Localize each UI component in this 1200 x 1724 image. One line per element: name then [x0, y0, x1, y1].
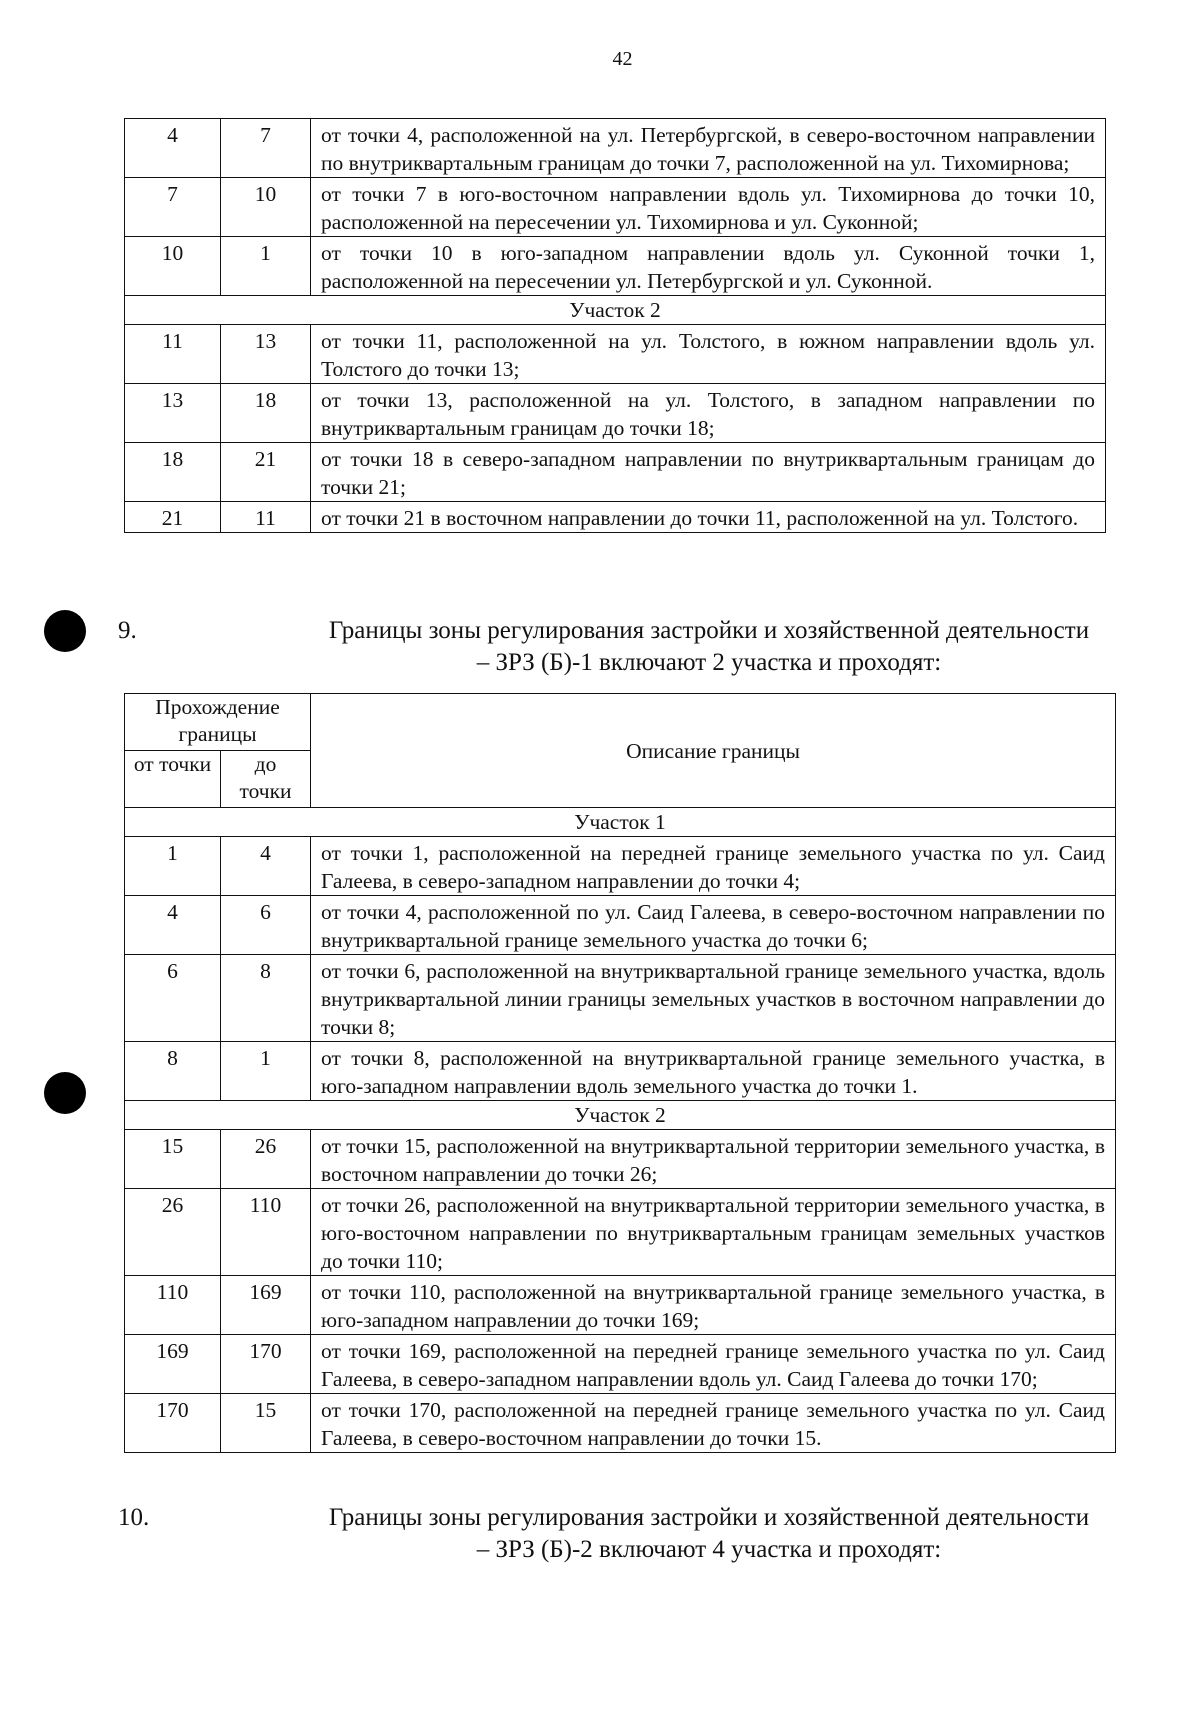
from-point-cell: 10 [125, 237, 221, 296]
table-row [125, 1130, 1116, 1189]
from-point-cell: 4 [125, 119, 221, 178]
table-row [125, 1042, 1116, 1101]
from-point-cell: 169 [125, 1335, 221, 1394]
section-label: Участок 2 [125, 296, 1106, 325]
boundary-table-1 [124, 118, 1106, 533]
table-row [125, 325, 1106, 384]
from-point-cell: 15 [125, 1130, 221, 1189]
to-point-cell: 18 [221, 384, 311, 443]
item-title-line: – ЗРЗ (Б)-2 включают 4 участка и проходят: [476, 1536, 942, 1563]
table-row [125, 1394, 1116, 1453]
to-point-cell: 1 [221, 1042, 311, 1101]
from-point-cell: 170 [125, 1394, 221, 1453]
description-cell: от точки 4, расположенной на ул. Петербургской, в северо-восточном направлении по внутриквартальным границам до точки 7, расположенной на ул. Тихомирнова; [311, 119, 1106, 178]
item-title [268, 1502, 1150, 1566]
from-point-cell: 8 [125, 1042, 221, 1101]
to-point-cell: 15 [221, 1394, 311, 1453]
description-cell: от точки 10 в юго-западном направлении вдоль ул. Суконной точки 1, расположенной на пересечении ул. Петербургской и ул. Суконной. [311, 237, 1106, 296]
item-number: 9. [118, 617, 137, 644]
item-9-heading [118, 615, 1128, 685]
table-row [125, 502, 1106, 533]
section-row [125, 1101, 1116, 1130]
punch-hole-mark [44, 1072, 86, 1114]
table-row [125, 178, 1106, 237]
to-point-cell: 26 [221, 1130, 311, 1189]
item-title [268, 615, 1150, 679]
to-point-cell: 7 [221, 119, 311, 178]
boundary-table-2 [124, 693, 1116, 1453]
description-cell: от точки 8, расположенной на внутриквартальной границе земельного участка, в юго-западном направлении вдоль земельного участка до точки 1. [311, 1042, 1116, 1101]
from-point-cell: 18 [125, 443, 221, 502]
description-cell: от точки 169, расположенной на передней границе земельного участка по ул. Саид Галеева, в северо-западном направлении вдоль ул. Саид Галеева до точки 170; [311, 1335, 1116, 1394]
from-point-cell: 1 [125, 837, 221, 896]
section-label: Участок 2 [125, 1101, 1116, 1130]
from-point-cell: 13 [125, 384, 221, 443]
description-cell: от точки 7 в юго-восточном направлении вдоль ул. Тихомирнова до точки 10, расположенной на пересечении ул. Тихомирнова и ул. Суконной; [311, 178, 1106, 237]
header-description: Описание границы [311, 694, 1116, 808]
from-point-cell: 7 [125, 178, 221, 237]
item-title-line: Границы зоны регулирования застройки и хозяйственной деятельности [328, 1504, 1090, 1531]
section-row [125, 808, 1116, 837]
description-cell: от точки 18 в северо-западном направлении по внутриквартальным границам до точки 21; [311, 443, 1106, 502]
table-row [125, 443, 1106, 502]
to-point-cell: 170 [221, 1335, 311, 1394]
table-row [125, 1335, 1116, 1394]
table-row [125, 1189, 1116, 1276]
to-point-cell: 13 [221, 325, 311, 384]
description-cell: от точки 4, расположенной по ул. Саид Галеева, в северо-восточном направлении по внутриквартальной границе земельного участка до точки 6; [311, 896, 1116, 955]
table-row [125, 837, 1116, 896]
to-point-cell: 8 [221, 955, 311, 1042]
from-point-cell: 4 [125, 896, 221, 955]
item-title-line: Границы зоны регулирования застройки и хозяйственной деятельности [328, 617, 1090, 644]
description-cell: от точки 170, расположенной на передней границе земельного участка по ул. Саид Галеева, в северо-восточном направлении до точки 15. [311, 1394, 1116, 1453]
table-row [125, 384, 1106, 443]
item-title-line: – ЗРЗ (Б)-1 включают 2 участка и проходят: [476, 649, 942, 676]
header-to-point: до точки [221, 751, 311, 808]
description-cell: от точки 110, расположенной на внутриквартальной границе земельного участка, в юго-западном направлении до точки 169; [311, 1276, 1116, 1335]
description-cell: от точки 21 в восточном направлении до точки 11, расположенной на ул. Толстого. [311, 502, 1106, 533]
from-point-cell: 11 [125, 325, 221, 384]
to-point-cell: 169 [221, 1276, 311, 1335]
section-row [125, 296, 1106, 325]
to-point-cell: 10 [221, 178, 311, 237]
to-point-cell: 21 [221, 443, 311, 502]
item-number: 10. [118, 1504, 150, 1531]
punch-hole-mark [44, 610, 86, 652]
table-row [125, 896, 1116, 955]
from-point-cell: 26 [125, 1189, 221, 1276]
description-cell: от точки 1, расположенной на передней границе земельного участка по ул. Саид Галеева, в северо-западном направлении до точки 4; [311, 837, 1116, 896]
section-label: Участок 1 [125, 808, 1116, 837]
description-cell: от точки 11, расположенной на ул. Толстого, в южном направлении вдоль ул. Толстого до точки 13; [311, 325, 1106, 384]
description-cell: от точки 6, расположенной на внутриквартальной границе земельного участка, вдоль внутриквартальной линии границы земельных участков в восточном направлении до точки 8; [311, 955, 1116, 1042]
to-point-cell: 11 [221, 502, 311, 533]
from-point-cell: 21 [125, 502, 221, 533]
to-point-cell: 110 [221, 1189, 311, 1276]
from-point-cell: 6 [125, 955, 221, 1042]
table-row [125, 119, 1106, 178]
description-cell: от точки 15, расположенной на внутриквартальной территории земельного участка, в восточном направлении до точки 26; [311, 1130, 1116, 1189]
to-point-cell: 1 [221, 237, 311, 296]
header-from-point: от точки [125, 751, 221, 808]
table-row [125, 237, 1106, 296]
description-cell: от точки 13, расположенной на ул. Толстого, в западном направлении по внутриквартальным границам до точки 18; [311, 384, 1106, 443]
table-row [125, 955, 1116, 1042]
description-cell: от точки 26, расположенной на внутриквартальной территории земельного участка, в юго-восточном направлении по внутриквартальным границам земельных участков до точки 110; [311, 1189, 1116, 1276]
to-point-cell: 4 [221, 837, 311, 896]
item-10-heading [118, 1502, 1128, 1572]
page-number: 42 [612, 48, 633, 70]
table-row [125, 1276, 1116, 1335]
header-passage: Прохождение границы [125, 694, 311, 751]
to-point-cell: 6 [221, 896, 311, 955]
from-point-cell: 110 [125, 1276, 221, 1335]
